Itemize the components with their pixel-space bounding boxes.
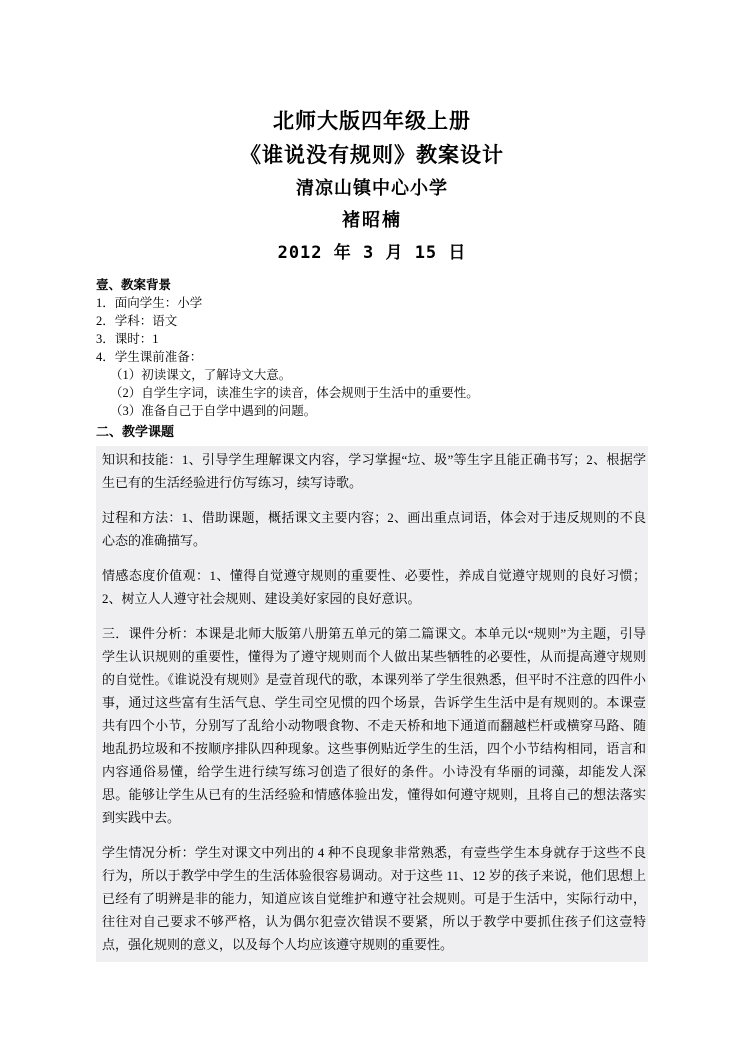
paragraph-courseware-analysis: 三．课件分析：本课是北师大版第八册第五单元的第二篇课文。本单元以“规则”为主题，引导学生认识规则的重要性，懂得为了遵守规则而个人做出某些牺牲的必要性，从而提高遵守规则的自觉性。《谁说没有规则》是壹首现代的歌，本课列举了学生很熟悉，但平时不注意的四件小事，通过这些富有生活气息、学生司空见惯的四个场景，告诉学生生活中是有规则的。本课壹共有四个小节，分别写了乱给小动物喂食物、不走天桥和地下通道而翻越栏杆或横穿马路、随地乱扔垃圾和不按顺序排队四种现象。这些事例贴近学生的生活，四个小节结构相同，语言和内容通俗易懂，给学生进行续写练习创造了很好的条件。小诗没有华丽的词藻，却能发人深思。能够让学生从已有的生活经验和情感体验出发，懂得如何遵守规则，且将自己的想法落实到实践中去。 <box>102 626 646 825</box>
section-1-item-1: 1．面向学生：小学 <box>96 296 203 310</box>
section-1-item-2: 2．学科：语文 <box>96 314 178 328</box>
document-date: 2012 年 3 月 15 日 <box>277 243 467 263</box>
section-1-item-4: 4．学生课前准备： <box>96 350 203 364</box>
title-line-1: 北师大版四年级上册 <box>273 109 471 133</box>
paragraph-process-methods: 过程和方法：1、借助课题，概括课文主要内容；2、画出重点词语，体会对于违反规则的不良心态的准确描写。 <box>102 510 646 548</box>
section-1-subitem-2: （2）自学生字词，读准生字的读音，体会规则于生活中的重要性。 <box>110 386 479 400</box>
author-name: 褚昭楠 <box>342 210 402 230</box>
section-1-subitem-1: （1）初读课文，了解诗文大意。 <box>110 368 292 382</box>
section-background <box>96 276 648 420</box>
section-2-heading: 二、教学课题 <box>96 424 175 439</box>
section-1-item-3: 3．课时：1 <box>96 332 159 346</box>
document-title-block <box>96 104 648 270</box>
section-1-heading: 壹、教案背景 <box>96 278 172 292</box>
paragraph-student-analysis: 学生情况分析：学生对课文中列出的 4 种不良现象非常熟悉，有壹些学生本身就存于这些不良行为，所以于教学中学生的生活体验很容易调动。对于这些 11、12 岁的孩子来说，他们思想上已经有了明辨是非的能力，知道应该自觉维护和遵守社会规则。可是于生活中，实际行动中，往往对自己要求不够严格，认为偶尔犯壹次错误不要紧，所以于教学中要抓住孩子们这壹特点，强化规则的意义，以及每个人均应该遵守规则的重要性。 <box>102 845 646 952</box>
section-1-subitem-3: （3）准备自己于自学中遇到的问题。 <box>110 404 317 418</box>
document-content <box>96 104 648 962</box>
section-2-body <box>96 446 648 962</box>
paragraph-knowledge-skills: 知识和技能：1、引导学生理解课文内容，学习掌握“垃、圾”等生字且能正确书写；2、根据学生已有的生活经验进行仿写练习，续写诗歌。 <box>102 452 646 490</box>
title-line-2: 《谁说没有规则》教案设计 <box>240 143 504 167</box>
school-name: 清凉山镇中心小学 <box>296 178 448 198</box>
paragraph-values: 情感态度价值观：1、懂得自觉遵守规则的重要性、必要性，养成自觉遵守规则的良好习惯；2、树立人人遵守社会规则、建设美好家园的良好意识。 <box>102 568 646 606</box>
